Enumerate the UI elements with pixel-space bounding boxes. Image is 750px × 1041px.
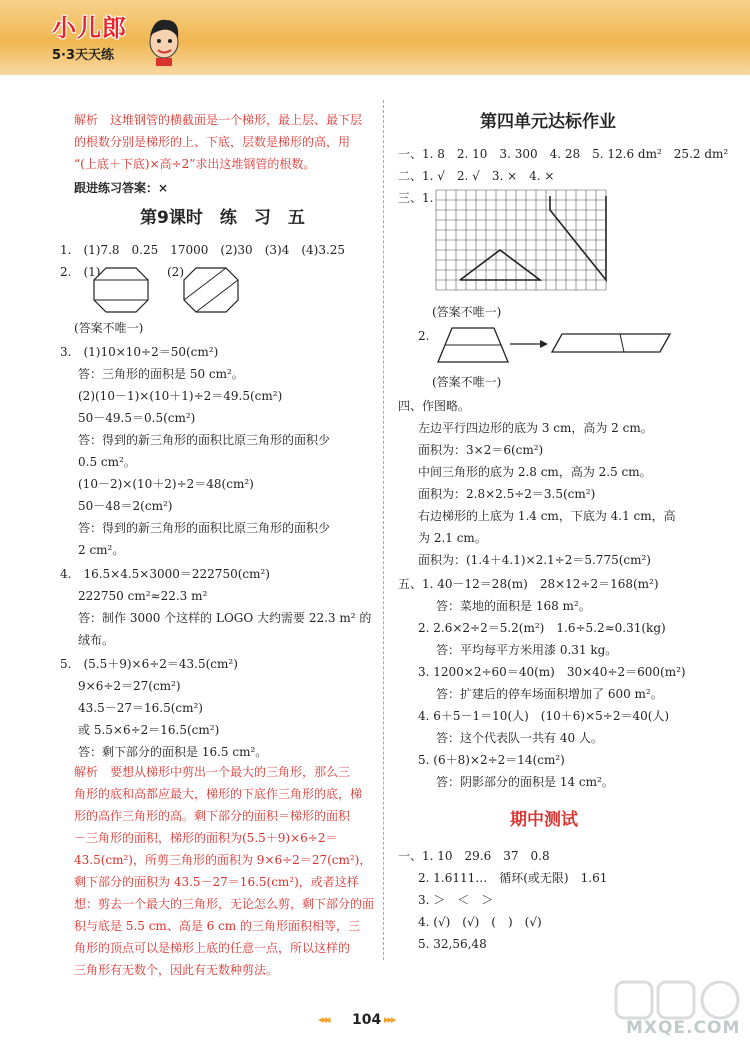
analysis-line: 解析 这堆钢管的横截面是一个梯形，最上层、最下层 bbox=[74, 113, 363, 127]
section-title: 第9课时 练 习 五 bbox=[140, 208, 305, 228]
r5-line: 答：菜地的面积是 168 m²。 bbox=[436, 599, 591, 613]
octagon-figure-2 bbox=[182, 266, 240, 314]
midterm-title: 期中测试 bbox=[510, 810, 578, 830]
cartoon-boy-icon bbox=[144, 14, 184, 66]
brand-logo bbox=[52, 8, 182, 70]
analysis-line: 剩下部分的面积为 43.5－27＝16.5(cm²)，或者这样 bbox=[74, 875, 359, 889]
q3-line: 0.5 cm²。 bbox=[78, 455, 136, 469]
brand-series: 5·3天天练 bbox=[52, 48, 115, 63]
watermark-text: MXQE.COM bbox=[626, 1018, 741, 1038]
brand-name: 小儿郎 bbox=[52, 14, 127, 42]
r4-line: 四、作图略。 bbox=[398, 399, 471, 413]
q2-label: 2. (1) bbox=[60, 265, 101, 279]
r5-line: 2. 2.6×2÷2＝5.2(m²) 1.6÷5.2≈0.31(kg) bbox=[418, 621, 666, 635]
analysis-line: 解析 要想从梯形中剪出一个最大的三角形，那么三 bbox=[74, 765, 351, 779]
followup-answer: 跟进练习答案：× bbox=[74, 181, 169, 195]
r4-line: 左边平行四边形的底为 3 cm，高为 2 cm。 bbox=[418, 421, 653, 435]
q3-line: 答：三角形的面积是 50 cm²。 bbox=[78, 367, 244, 381]
trapezoid-to-parallelogram bbox=[434, 326, 674, 368]
q5-line: 5. (5.5＋9)×6÷2＝43.5(cm²) bbox=[60, 657, 238, 671]
q3-line: (10－2)×(10＋2)÷2＝48(cm²) bbox=[78, 477, 254, 491]
q4-line: 4. 16.5×4.5×3000＝222750(cm²) bbox=[60, 567, 270, 581]
analysis-line: 想：剪去一个最大的三角形，无论怎么剪，剩下部分的面 bbox=[74, 897, 375, 911]
q2-note: (答案不唯一) bbox=[74, 321, 144, 335]
analysis-line: 三角形有无数个，因此有无数种剪法。 bbox=[74, 963, 279, 977]
r5-line: 4. 6＋5－1＝10(人) (10＋6)×5÷2＝40(人) bbox=[418, 709, 670, 723]
r1-answers: 一、1. 8 2. 10 3. 300 4. 28 5. 12.6 dm² 25.2 dm² bbox=[398, 147, 729, 161]
analysis-line: 角形的顶点可以是梯形上底的任意一点，所以这样的 bbox=[74, 941, 351, 955]
analysis-line: 积与底是 5.5 cm、高是 6 cm 的三角形面积相等，三 bbox=[74, 919, 360, 933]
q5-line: 43.5－27＝16.5(cm²) bbox=[78, 701, 203, 715]
column-divider bbox=[383, 100, 384, 960]
midterm-line: 3. ＞ ＜ ＞ bbox=[418, 893, 494, 907]
r4-line: 中间三角形的底为 2.8 cm，高为 2.5 cm。 bbox=[418, 465, 652, 479]
midterm-line: 一、1. 10 29.6 37 0.8 bbox=[398, 849, 550, 863]
grid-figure bbox=[434, 188, 612, 298]
q3-line: (2)(10－1)×(10＋1)÷2＝49.5(cm²) bbox=[78, 389, 283, 403]
analysis-line: “(上底＋下底)×高÷2”求出这堆钢管的根数。 bbox=[74, 157, 316, 171]
analysis-line: 形的高作三角形的高。剩下部分的面积＝梯形的面积 bbox=[74, 809, 351, 823]
octagon-figure-1 bbox=[92, 266, 150, 314]
next-arrows-icon: ▸▸▸ bbox=[384, 1013, 395, 1026]
q3-line: 2 cm²。 bbox=[78, 543, 125, 557]
r4-line: 右边梯形的上底为 1.4 cm，下底为 4.1 cm，高 bbox=[418, 509, 676, 523]
midterm-line: 5. 32,56,48 bbox=[418, 937, 487, 951]
r5-line: 答：这个代表队一共有 40 人。 bbox=[436, 731, 603, 745]
r3-label: 三、1. bbox=[398, 191, 434, 205]
q3-line: 答：得到的新三角形的面积比原三角形的面积少 bbox=[78, 433, 331, 447]
r2-answers: 二、1. √ 2. √ 3. × 4. × bbox=[398, 169, 555, 183]
r5-line: 五、1. 40－12＝28(m) 28×12÷2＝168(m²) bbox=[398, 577, 659, 591]
midterm-line: 4. (√) (√) ( ) (√) bbox=[418, 915, 542, 929]
page-header bbox=[0, 0, 750, 75]
r5-line: 3. 1200×2÷60＝40(m) 30×40÷2＝600(m²) bbox=[418, 665, 686, 679]
analysis-line: 43.5(cm²)，所剪三角形的面积为 9×6÷2＝27(cm²)， bbox=[74, 853, 372, 867]
r3-2-label: 2. bbox=[418, 329, 430, 343]
q5-line: 答：剩下部分的面积是 16.5 cm²。 bbox=[78, 745, 268, 759]
r4-line: 面积为：2.8×2.5÷2＝3.5(cm²) bbox=[418, 487, 596, 501]
analysis-line: 的根数分别是梯形的上、下底，层数是梯形的高，用 bbox=[74, 135, 351, 149]
analysis-line: 角形的底和高都应最大，梯形的下底作三角形的底，梯 bbox=[74, 787, 363, 801]
q2b-label: (2) bbox=[167, 265, 184, 279]
analysis-line: －三角形的面积，梯形的面积为(5.5＋9)×6÷2＝ bbox=[74, 831, 338, 845]
q3-line: 答：得到的新三角形的面积比原三角形的面积少 bbox=[78, 521, 331, 535]
r4-line: 为 2.1 cm。 bbox=[418, 531, 487, 545]
q1-answer: 1. (1)7.8 0.25 17000 (2)30 (3)4 (4)3.25 bbox=[60, 243, 346, 257]
q4-line: 绒布。 bbox=[78, 633, 115, 647]
q4-line: 答：制作 3000 个这样的 LOGO 大约需要 22.3 m² 的 bbox=[78, 611, 372, 625]
page-number: 104 bbox=[352, 1012, 382, 1028]
q5-line: 9×6÷2＝27(cm²) bbox=[78, 679, 181, 693]
q3-line: 50－49.5＝0.5(cm²) bbox=[78, 411, 196, 425]
r5-line: 答：扩建后的停车场面积增加了 600 m²。 bbox=[436, 687, 663, 701]
q3-line: 3. (1)10×10÷2＝50(cm²) bbox=[60, 345, 219, 359]
prev-arrows-icon: ◂◂◂ bbox=[318, 1013, 329, 1026]
q3-line: 50－48＝2(cm²) bbox=[78, 499, 173, 513]
q4-line: 222750 cm²≈22.3 m² bbox=[78, 589, 208, 603]
r4-line: 面积为：3×2＝6(cm²) bbox=[418, 443, 544, 457]
r5-line: 答：阴影部分的面积是 14 cm²。 bbox=[436, 775, 614, 789]
r4-line: 面积为：(1.4＋4.1)×2.1÷2＝5.775(cm²) bbox=[418, 553, 651, 567]
r5-line: 5. (6＋8)×2÷2＝14(cm²) bbox=[418, 753, 565, 767]
r3-2-note: (答案不唯一) bbox=[432, 375, 502, 389]
midterm-line: 2. 1.6111… 循环(或无限) 1.61 bbox=[418, 871, 608, 885]
r3-note: (答案不唯一) bbox=[432, 305, 502, 319]
r5-line: 答：平均每平方米用漆 0.31 kg。 bbox=[436, 643, 618, 657]
unit-title: 第四单元达标作业 bbox=[480, 112, 616, 132]
q5-line: 或 5.5×6÷2＝16.5(cm²) bbox=[78, 723, 220, 737]
